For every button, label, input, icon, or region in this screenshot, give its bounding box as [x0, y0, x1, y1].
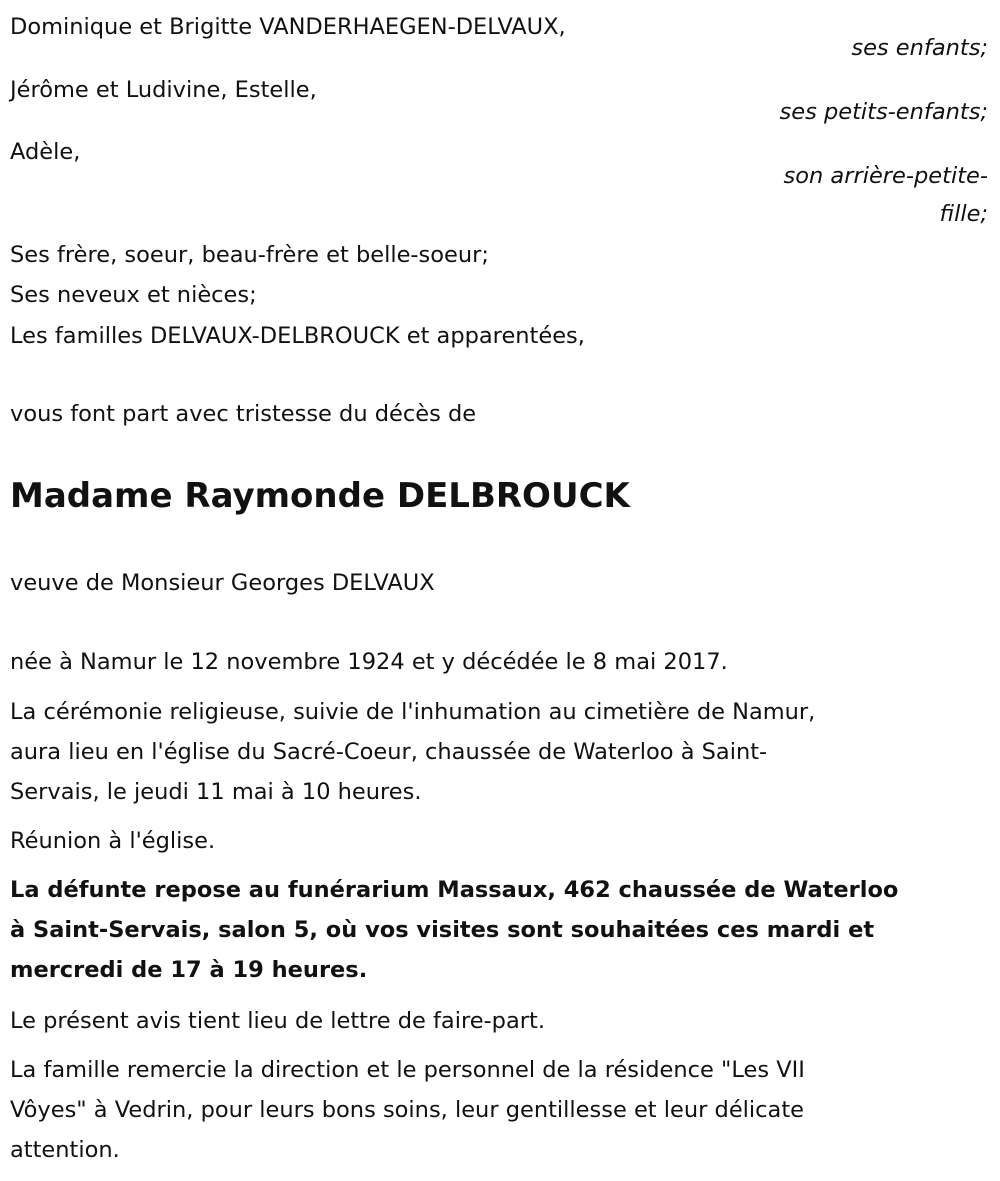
deceased-name: Madame Raymonde DELBROUCK	[10, 476, 630, 516]
widow-of: veuve de Monsieur Georges DELVAUX	[10, 570, 435, 596]
thanks-line: Vôyes" à Vedrin, pour leurs bons soins, leur gentillesse et leur délicate	[10, 1097, 804, 1123]
notice: Le présent avis tient lieu de lettre de faire-part.	[10, 1008, 545, 1034]
family-children-role: ses enfants;	[851, 35, 988, 61]
family-grandchildren-role: ses petits-enfants;	[779, 99, 988, 125]
ceremony-line: Servais, le jeudi 11 mai à 10 heures.	[10, 779, 422, 805]
relatives-line: Ses neveux et nièces;	[10, 282, 257, 308]
ceremony-line: La cérémonie religieuse, suivie de l'inhumation au cimetière de Namur,	[10, 699, 816, 725]
ceremony-line: aura lieu en l'église du Sacré-Coeur, chaussée de Waterloo à Saint-	[10, 739, 768, 765]
funerarium-line: à Saint-Servais, salon 5, où vos visites sont souhaitées ces mardi et	[10, 917, 875, 943]
relatives-line: Les familles DELVAUX-DELBROUCK et apparentées,	[10, 323, 585, 349]
funerarium-line: La défunte repose au funérarium Massaux, 462 chaussée de Waterloo	[10, 877, 899, 903]
family-greatgrandchild-names: Adèle,	[10, 139, 81, 165]
family-greatgrandchild-role-line2: fille;	[939, 201, 988, 227]
relatives-line: Ses frère, soeur, beau-frère et belle-soeur;	[10, 242, 489, 268]
thanks-line: La famille remercie la direction et le personnel de la résidence "Les VII	[10, 1057, 805, 1083]
family-greatgrandchild-role-line1: son arrière-petite-	[783, 163, 988, 189]
family-children-names: Dominique et Brigitte VANDERHAEGEN-DELVAUX,	[10, 14, 566, 40]
birth-death: née à Namur le 12 novembre 1924 et y décédée le 8 mai 2017.	[10, 649, 728, 675]
reunion: Réunion à l'église.	[10, 828, 216, 854]
funerarium-line: mercredi de 17 à 19 heures.	[10, 957, 368, 983]
family-grandchildren-names: Jérôme et Ludivine, Estelle,	[10, 77, 317, 103]
intro-text: vous font part avec tristesse du décès de	[10, 401, 477, 427]
thanks-line: attention.	[10, 1137, 120, 1163]
